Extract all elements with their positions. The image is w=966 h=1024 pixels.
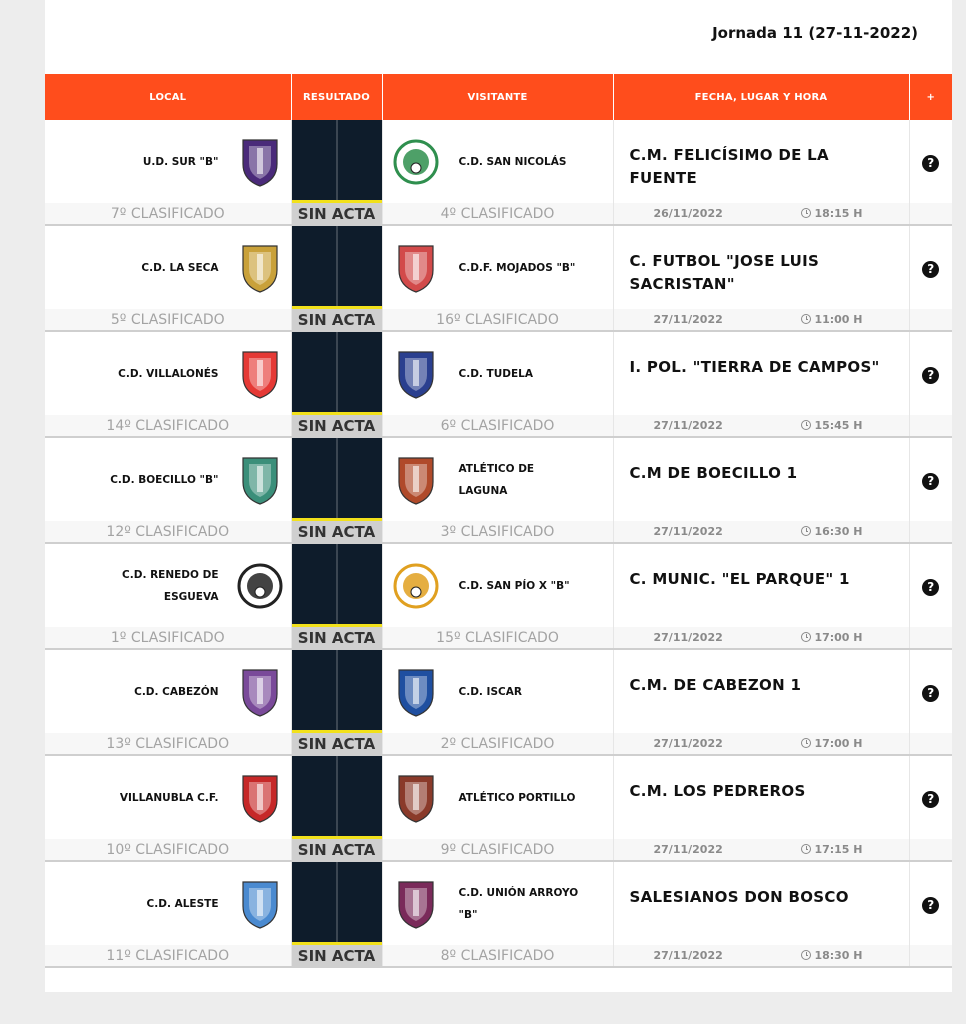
help-icon[interactable]: ? [922, 261, 939, 278]
match-time: 17:15 H [814, 843, 863, 856]
visitor-position: 2º CLASIFICADO [382, 733, 613, 755]
match-time: 18:30 H [814, 949, 863, 962]
visitor-team-cell[interactable] [382, 120, 613, 203]
local-position: 11º CLASIFICADO [45, 945, 291, 967]
local-position: 14º CLASIFICADO [45, 415, 291, 437]
visitor-crest-icon [393, 346, 439, 402]
match-row [45, 543, 952, 627]
match-date: 27/11/2022 [653, 525, 723, 538]
help-icon[interactable]: ? [922, 579, 939, 596]
venue-cell [613, 649, 909, 733]
local-crest-icon [237, 346, 283, 402]
match-row [45, 755, 952, 839]
match-time: 18:15 H [814, 207, 863, 220]
local-position: 5º CLASIFICADO [45, 309, 291, 331]
local-team-cell[interactable] [45, 225, 291, 309]
local-team-cell[interactable] [45, 649, 291, 733]
help-icon[interactable]: ? [922, 155, 939, 172]
venue-cell [613, 755, 909, 839]
visitor-team-name[interactable]: C.D. UNIÓN ARROYO "B" [458, 886, 579, 921]
match-time: 16:30 H [814, 525, 863, 538]
table-header [45, 74, 952, 120]
venue-name[interactable]: C.M. DE CABEZON 1 [629, 676, 802, 694]
match-date: 27/11/2022 [653, 949, 723, 962]
match-row [45, 861, 952, 945]
match-time-wrap [801, 949, 862, 962]
help-cell[interactable] [909, 331, 952, 415]
date-time [613, 839, 909, 861]
local-position: 1º CLASIFICADO [45, 627, 291, 649]
visitor-team-cell[interactable] [382, 437, 613, 521]
matchday-title: Jornada 11 (27-11-2022) [712, 24, 918, 42]
header-visitor: VISITANTE [382, 74, 613, 120]
local-team-name[interactable]: U.D. SUR "B" [142, 155, 219, 168]
result-status[interactable]: SIN ACTA [291, 309, 382, 331]
help-icon[interactable]: ? [922, 367, 939, 384]
venue-name[interactable]: C. FUTBOL "JOSE LUIS SACRISTAN" [629, 252, 820, 293]
visitor-position: 15º CLASIFICADO [382, 627, 613, 649]
visitor-position: 9º CLASIFICADO [382, 839, 613, 861]
date-time [613, 733, 909, 755]
empty-cell [909, 733, 952, 755]
visitor-crest-icon [393, 452, 439, 508]
empty-cell [909, 627, 952, 649]
visitor-team-cell[interactable] [382, 543, 613, 627]
date-time [613, 945, 909, 967]
match-info-row [45, 415, 952, 437]
visitor-team-name[interactable]: C.D.F. MOJADOS "B" [458, 261, 576, 274]
match-row [45, 120, 952, 203]
local-crest-icon [237, 664, 283, 720]
visitor-crest-icon [393, 664, 439, 720]
local-crest-icon [237, 770, 283, 826]
match-time-wrap [801, 419, 862, 432]
visitor-team-cell[interactable] [382, 755, 613, 839]
visitor-team-cell[interactable] [382, 225, 613, 309]
header-local: LOCAL [45, 74, 291, 120]
help-icon[interactable]: ? [922, 473, 939, 490]
visitor-crest-icon [393, 876, 439, 932]
help-cell[interactable] [909, 437, 952, 521]
help-icon[interactable]: ? [922, 791, 939, 808]
visitor-team-name[interactable]: ATLÉTICO DE LAGUNA [458, 462, 535, 497]
local-crest-icon [237, 240, 283, 296]
visitor-team-cell[interactable] [382, 331, 613, 415]
result-cell[interactable] [291, 437, 382, 521]
venue-name[interactable]: C.M. FELICÍSIMO DE LA FUENTE [629, 146, 829, 187]
empty-cell [909, 309, 952, 331]
match-time: 11:00 H [814, 313, 863, 326]
match-date: 27/11/2022 [653, 631, 723, 644]
result-cell[interactable] [291, 755, 382, 839]
venue-cell [613, 331, 909, 415]
visitor-crest-icon [393, 770, 439, 826]
venue-name[interactable]: C.M DE BOECILLO 1 [629, 464, 798, 482]
visitor-position: 3º CLASIFICADO [382, 521, 613, 543]
local-team-cell[interactable] [45, 331, 291, 415]
header-date-venue: FECHA, LUGAR Y HORA [613, 74, 909, 120]
local-position: 12º CLASIFICADO [45, 521, 291, 543]
result-cell[interactable] [291, 225, 382, 309]
result-cell[interactable] [291, 331, 382, 415]
result-cell[interactable] [291, 543, 382, 627]
local-team-name[interactable]: C.D. ALESTE [146, 897, 219, 910]
visitor-crest-icon [393, 558, 439, 614]
visitor-team-cell[interactable] [382, 649, 613, 733]
visitor-position: 4º CLASIFICADO [382, 203, 613, 225]
result-status[interactable]: SIN ACTA [291, 415, 382, 437]
match-info-row [45, 521, 952, 543]
match-time: 17:00 H [814, 737, 863, 750]
local-team-cell[interactable] [45, 543, 291, 627]
help-icon[interactable]: ? [922, 685, 939, 702]
fixtures-table [45, 74, 952, 968]
match-time-wrap [801, 843, 862, 856]
result-cell[interactable] [291, 861, 382, 945]
clock-icon [801, 420, 811, 430]
empty-cell [909, 415, 952, 437]
empty-cell [909, 521, 952, 543]
clock-icon [801, 844, 811, 854]
date-time [613, 203, 909, 225]
clock-icon [801, 632, 811, 642]
clock-icon [801, 738, 811, 748]
date-time [613, 415, 909, 437]
local-crest-icon [237, 876, 283, 932]
local-team-cell[interactable] [45, 120, 291, 203]
venue-cell [613, 225, 909, 309]
venue-name[interactable]: I. POL. "TIERRA DE CAMPOS" [629, 358, 880, 376]
empty-cell [909, 945, 952, 967]
local-team-name[interactable]: C.D. LA SECA [141, 261, 219, 274]
local-position: 13º CLASIFICADO [45, 733, 291, 755]
match-time-wrap [801, 313, 862, 326]
result-status[interactable]: SIN ACTA [291, 945, 382, 967]
match-time-wrap [801, 737, 862, 750]
venue-cell [613, 861, 909, 945]
visitor-team-name[interactable]: ATLÉTICO PORTILLO [458, 791, 576, 804]
match-date: 27/11/2022 [653, 419, 723, 432]
help-cell[interactable] [909, 649, 952, 733]
visitor-position: 8º CLASIFICADO [382, 945, 613, 967]
local-position: 10º CLASIFICADO [45, 839, 291, 861]
clock-icon [801, 950, 811, 960]
match-info-row [45, 203, 952, 225]
help-cell[interactable] [909, 755, 952, 839]
match-date: 27/11/2022 [653, 843, 723, 856]
date-time [613, 627, 909, 649]
header-result: RESULTADO [291, 74, 382, 120]
venue-cell [613, 437, 909, 521]
match-date: 27/11/2022 [653, 313, 723, 326]
match-row [45, 437, 952, 521]
visitor-team-name[interactable]: C.D. SAN NICOLÁS [458, 155, 567, 168]
local-position: 7º CLASIFICADO [45, 203, 291, 225]
calendar-card [45, 0, 952, 992]
visitor-team-cell[interactable] [382, 861, 613, 945]
result-status[interactable]: SIN ACTA [291, 839, 382, 861]
clock-icon [801, 526, 811, 536]
visitor-position: 16º CLASIFICADO [382, 309, 613, 331]
date-time [613, 309, 909, 331]
match-date: 26/11/2022 [653, 207, 723, 220]
visitor-team-name[interactable]: C.D. SAN PÍO X "B" [458, 579, 570, 592]
local-crest-icon [237, 558, 283, 614]
help-cell[interactable] [909, 225, 952, 309]
match-date: 27/11/2022 [653, 737, 723, 750]
local-team-cell[interactable] [45, 861, 291, 945]
match-time-wrap [801, 207, 862, 220]
local-team-name[interactable]: VILLANUBLA C.F. [119, 791, 219, 804]
visitor-position: 6º CLASIFICADO [382, 415, 613, 437]
result-status[interactable]: SIN ACTA [291, 203, 382, 225]
match-row [45, 331, 952, 415]
venue-name[interactable]: SALESIANOS DON BOSCO [629, 888, 849, 906]
header-more: + [909, 74, 952, 120]
match-time: 15:45 H [814, 419, 863, 432]
match-row [45, 225, 952, 309]
empty-cell [909, 839, 952, 861]
local-crest-icon [237, 134, 283, 190]
local-team-name[interactable]: C.D. BOECILLO "B" [110, 473, 219, 486]
result-status[interactable]: SIN ACTA [291, 521, 382, 543]
empty-cell [909, 203, 952, 225]
visitor-team-name[interactable]: C.D. TUDELA [458, 367, 533, 380]
match-info-row [45, 839, 952, 861]
clock-icon [801, 208, 811, 218]
help-cell[interactable] [909, 861, 952, 945]
visitor-crest-icon [393, 134, 439, 190]
match-info-row [45, 309, 952, 331]
local-team-name[interactable]: C.D. RENEDO DE ESGUEVA [122, 568, 219, 603]
venue-name[interactable]: C. MUNIC. "EL PARQUE" 1 [629, 570, 850, 588]
help-cell[interactable] [909, 543, 952, 627]
venue-cell [613, 120, 909, 203]
result-cell[interactable] [291, 120, 382, 203]
help-cell[interactable] [909, 120, 952, 203]
venue-cell [613, 543, 909, 627]
help-icon[interactable]: ? [922, 897, 939, 914]
local-crest-icon [237, 452, 283, 508]
result-status[interactable]: SIN ACTA [291, 733, 382, 755]
match-row [45, 649, 952, 733]
local-team-cell[interactable] [45, 437, 291, 521]
local-team-name[interactable]: C.D. VILLALONÉS [118, 367, 219, 380]
date-time [613, 521, 909, 543]
match-time: 17:00 H [814, 631, 863, 644]
clock-icon [801, 314, 811, 324]
venue-name[interactable]: C.M. LOS PEDREROS [629, 782, 806, 800]
visitor-crest-icon [393, 240, 439, 296]
match-time-wrap [801, 631, 862, 644]
match-info-row [45, 733, 952, 755]
local-team-name[interactable]: C.D. CABEZÓN [134, 685, 219, 698]
result-status[interactable]: SIN ACTA [291, 627, 382, 649]
result-cell[interactable] [291, 649, 382, 733]
visitor-team-name[interactable]: C.D. ISCAR [458, 685, 522, 698]
match-info-row [45, 945, 952, 967]
match-info-row [45, 627, 952, 649]
match-time-wrap [801, 525, 862, 538]
local-team-cell[interactable] [45, 755, 291, 839]
